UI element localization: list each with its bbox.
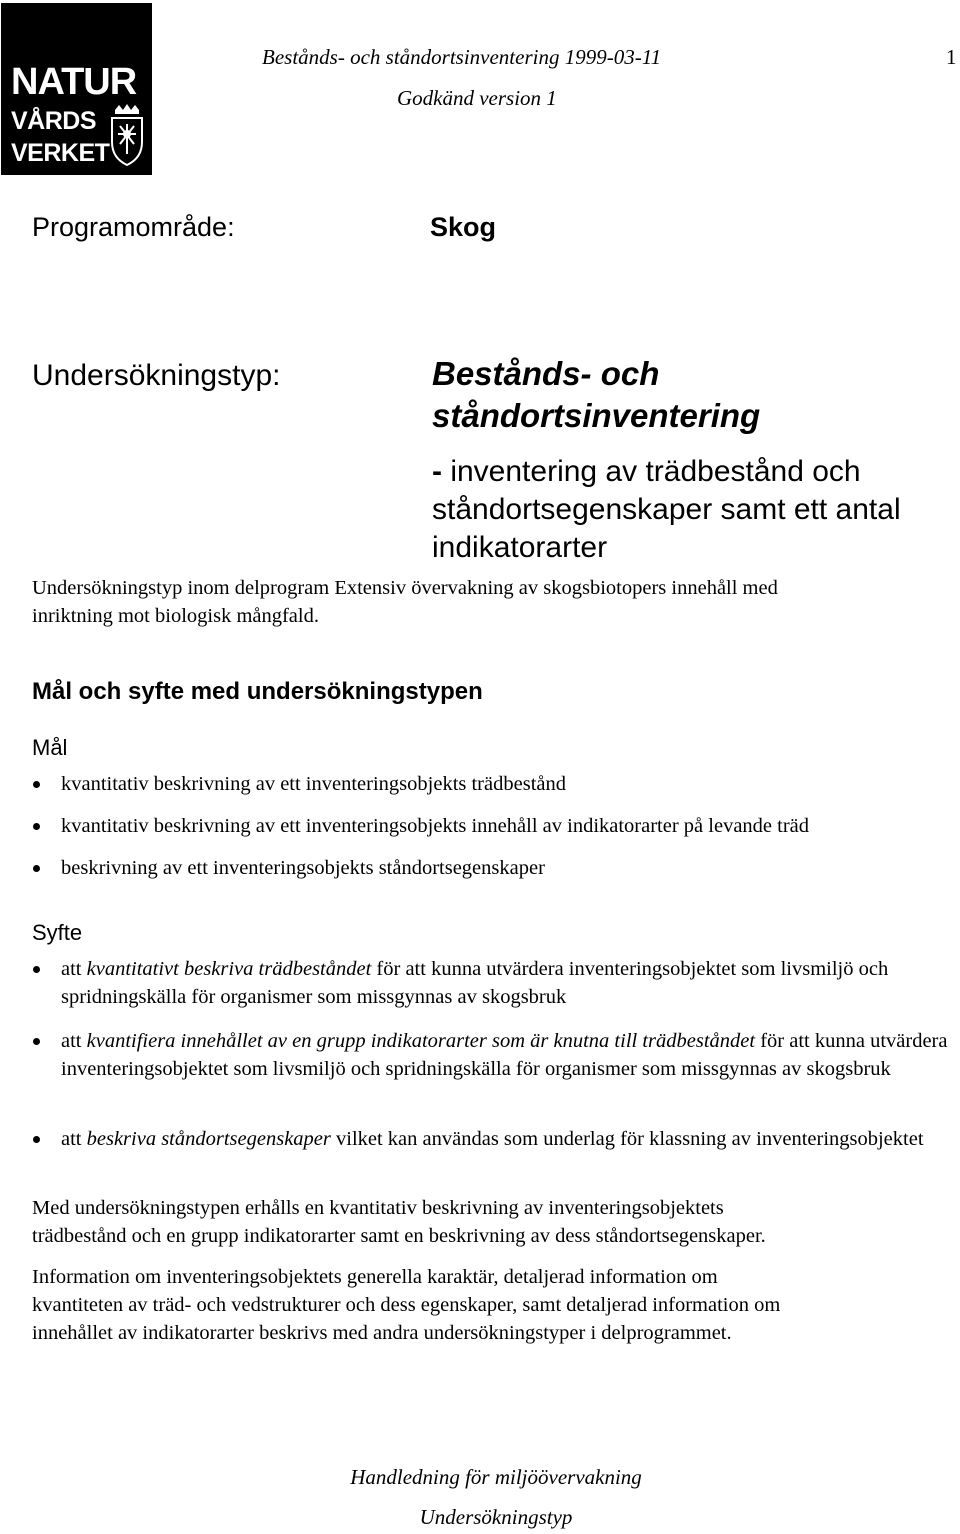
bullet-icon bbox=[33, 966, 40, 973]
goal-item: kvantitativ beskrivning av ett inventeringsobjekts trädbestånd bbox=[61, 773, 566, 795]
goal-item: kvantitativ beskrivning av ett inventeringsobjekts innehåll av indikatorarter på levande träd bbox=[61, 815, 810, 837]
purpose-pre: att bbox=[61, 1128, 87, 1150]
subtitle-dash: - bbox=[432, 455, 442, 488]
purpose-post: för att kunna utvärdera inventeringsobjektet som livsmiljö och spridningskälla för organismer som missgynnas av skogsbruk bbox=[61, 1030, 948, 1080]
subtitle-line2: ståndortsegenskaper samt ett antal bbox=[432, 493, 901, 526]
subtitle-line1: inventering av trädbestånd och bbox=[442, 455, 861, 488]
logo-text-line1: NATUR bbox=[11, 61, 137, 103]
program-label: Programområde: bbox=[32, 212, 235, 242]
intro-line2: inriktning mot biologisk mångfald. bbox=[32, 605, 319, 627]
survey-label: Undersökningstyp: bbox=[32, 359, 281, 392]
purpose-heading: Syfte bbox=[32, 920, 83, 945]
purpose-post: för att kunna utvärdera inventeringsobjektet som livsmiljö och spridningskälla för organismer som missgynnas av skogsbruk bbox=[61, 958, 889, 1008]
bullet-icon bbox=[33, 781, 40, 788]
subtitle-line3: indikatorarter bbox=[432, 531, 608, 564]
footer-line1: Handledning för miljöövervakning bbox=[350, 1465, 642, 1489]
purpose-item bbox=[61, 955, 956, 1011]
purpose-emphasis: beskriva ståndortsegenskaper bbox=[86, 1128, 331, 1150]
purpose-emphasis: kvantifiera innehållet av en grupp indikatorarter som är knutna till trädbeståndet bbox=[86, 1030, 756, 1052]
bullet-icon bbox=[33, 1136, 40, 1143]
purpose-item bbox=[61, 1027, 956, 1083]
footer-line2: Undersökningstyp bbox=[419, 1505, 573, 1529]
naturvardsverket-logo bbox=[1, 3, 152, 175]
bullet-icon bbox=[33, 823, 40, 830]
survey-title-line1: Bestånds- och bbox=[432, 355, 660, 392]
survey-subtitle bbox=[432, 453, 952, 567]
purpose-pre: att bbox=[61, 958, 87, 980]
para2-line2: kvantiteten av träd- och vedstrukturer och dess egenskaper, samt detaljerad information om bbox=[32, 1294, 781, 1316]
purpose-emphasis: kvantitativt beskriva trädbeståndet bbox=[86, 958, 372, 980]
intro-line1: Undersökningstyp inom delprogram Extensiv övervakning av skogsbiotopers innehåll med bbox=[32, 577, 778, 599]
survey-title-line2: ståndortsinventering bbox=[432, 397, 761, 434]
purpose-item bbox=[61, 1125, 956, 1153]
para2-line1: Information om inventeringsobjektets generella karaktär, detaljerad information om bbox=[32, 1266, 718, 1288]
crown-shield-icon bbox=[109, 104, 145, 166]
section-heading: Mål och syfte med undersökningstypen bbox=[32, 678, 483, 705]
logo-text-line3: VERKET bbox=[11, 139, 110, 167]
para1-line2: trädbestånd och en grupp indikatorarter samt en beskrivning av dess ståndortsegenskaper. bbox=[32, 1225, 766, 1247]
purpose-post: vilket kan användas som underlag för klassning av inventeringsobjektet bbox=[330, 1128, 924, 1150]
logo-text-line2: VÅRDS bbox=[11, 107, 97, 135]
para2-line3: innehållet av indikatorarter beskrivs med andra undersökningstyper i delprogrammet. bbox=[32, 1322, 732, 1344]
header-title: Bestånds- och ståndortsinventering 1999-03-11 bbox=[262, 45, 662, 69]
purpose-pre: att bbox=[61, 1030, 87, 1052]
bullet-icon bbox=[33, 1038, 40, 1045]
page-number: 1 bbox=[946, 45, 957, 69]
goal-item: beskrivning av ett inventeringsobjekts ståndortsegenskaper bbox=[61, 857, 545, 879]
para1-line1: Med undersökningstypen erhålls en kvantitativ beskrivning av inventeringsobjektets bbox=[32, 1197, 724, 1219]
header-status: Godkänd version 1 bbox=[397, 86, 557, 110]
program-value: Skog bbox=[430, 212, 497, 242]
goal-heading: Mål bbox=[32, 735, 68, 760]
bullet-icon bbox=[33, 865, 40, 872]
